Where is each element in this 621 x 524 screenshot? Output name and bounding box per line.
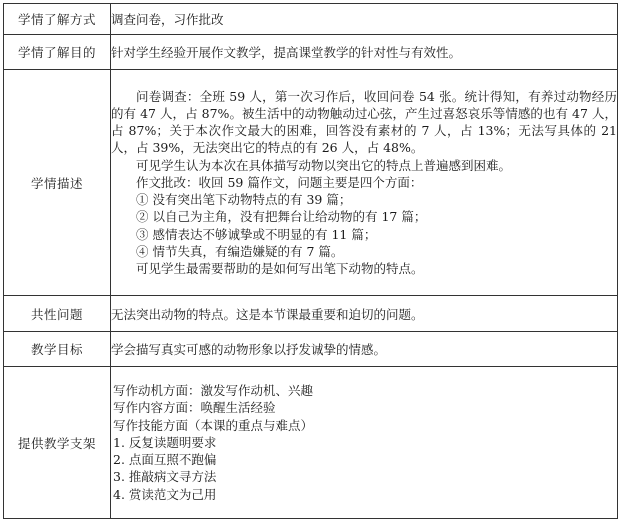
purpose-content: 针对学生经验开展作文教学，提高课堂教学的针对性与有效性。 [111, 35, 618, 70]
scaffold-line: 写作内容方面：唤醒生活经验 [113, 400, 276, 416]
problem-item: ① 没有突出笔下动物特点的有 39 篇； [136, 192, 352, 208]
grading-intro: 作文批改：收回 59 篇作文，问题主要是四个方面： [136, 174, 423, 190]
scaffold-line: 写作动机方面：激发写作动机、兴趣 [113, 383, 314, 399]
common-issue-label: 共性问题 [4, 296, 111, 332]
method-content: 调查问卷，习作批改 [111, 4, 618, 35]
problem-item: ③ 感情表达不够诚挚或不明显的有 11 篇； [136, 226, 377, 242]
scaffold-step: 1. 反复读题明要求 [113, 434, 217, 450]
table-row-purpose [4, 35, 618, 70]
problem-item: ④ 情节失真，有编造嫌疑的有 7 篇。 [136, 243, 344, 259]
description-content [111, 70, 618, 296]
grading-conclusion: 可见学生最需要帮助的是如何写出笔下动物的特点。 [136, 260, 424, 276]
survey-conclusion: 可见学生认为本次在具体描写动物以突出它的特点上普遍感到困难。 [136, 157, 512, 173]
scaffold-content [111, 367, 618, 519]
scaffold-step: 2. 点面互照不跑偏 [113, 452, 217, 468]
problem-item: ② 以自己为主角，没有把舞台让给动物的有 17 篇； [136, 209, 427, 225]
purpose-label: 学情了解目的 [4, 35, 111, 70]
table-row-scaffold [4, 367, 618, 519]
table-row-goal [4, 332, 618, 367]
table-row-description [4, 70, 618, 296]
scaffold-line: 写作技能方面（本课的重点与难点） [113, 417, 314, 433]
method-label: 学情了解方式 [4, 4, 111, 35]
learning-analysis-table [3, 3, 618, 519]
scaffold-step: 3. 推敲病文寻方法 [113, 469, 217, 485]
goal-label: 教学目标 [4, 332, 111, 367]
survey-paragraph: 问卷调查：全班 59 人，第一次习作后，收回问卷 54 张。统计得知，有养过动物经历的有 47 人，占 87%。被生活中的动物触动过心弦，产生过喜怒哀乐等情感的也有 47 人，占 87%；关于本次作文最大的困难，回答没有素材的 7 人，占 13%；无法写具体的 21 人，占 39%，无法突出它的特点的有 26 人，占 48%。 [111, 88, 617, 156]
table-row-common-issue [4, 296, 618, 332]
scaffold-step: 4. 赏读范文为己用 [113, 486, 217, 502]
scaffold-label: 提供教学支架 [4, 367, 111, 519]
table-row-method [4, 4, 618, 35]
description-label: 学情描述 [4, 70, 111, 296]
common-issue-content: 无法突出动物的特点。这是本节课最重要和迫切的问题。 [111, 296, 618, 332]
goal-content: 学会描写真实可感的动物形象以抒发诚挚的情感。 [111, 332, 618, 367]
